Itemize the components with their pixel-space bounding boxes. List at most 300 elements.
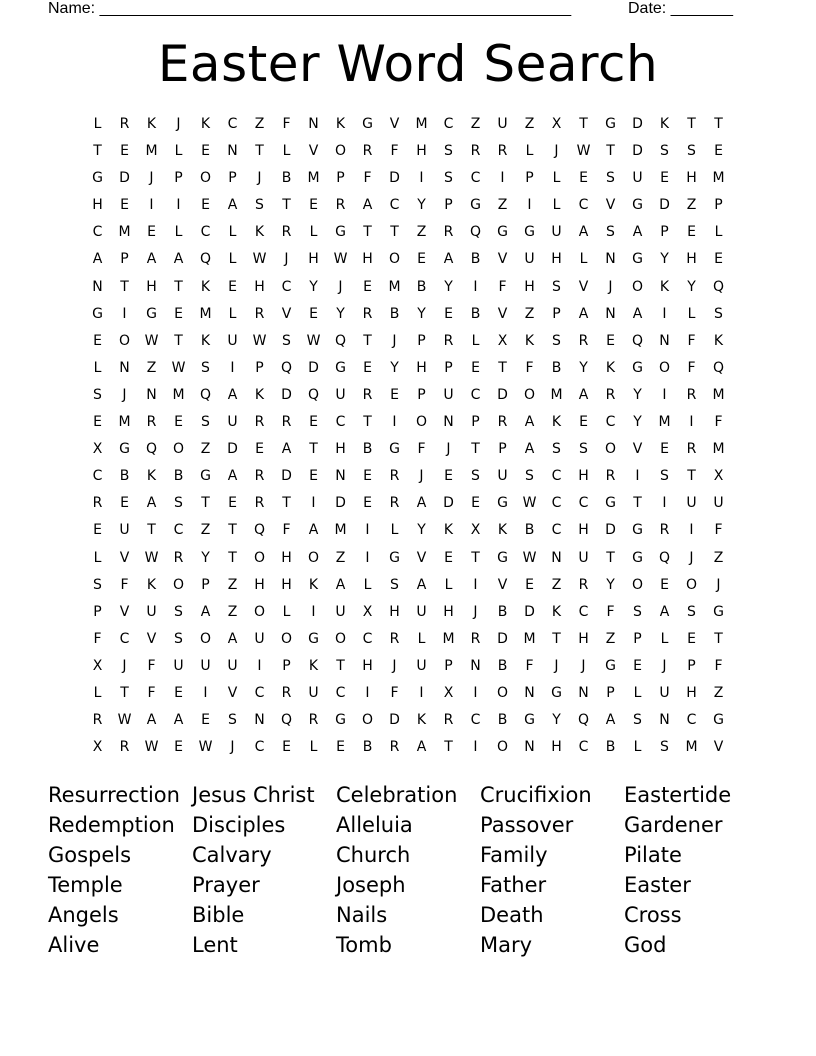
grid-letter: A (605, 712, 616, 729)
grid-letter: G (632, 549, 643, 566)
grid-letter: R (443, 712, 454, 729)
grid-letter: N (470, 657, 481, 674)
grid-letter: R (686, 386, 697, 403)
grid-letter: U (119, 522, 130, 539)
grid-letter: H (686, 684, 697, 701)
grid-row (84, 736, 732, 763)
grid-letter: L (309, 739, 318, 756)
grid-letter: R (686, 441, 697, 458)
grid-letter: E (525, 576, 534, 593)
grid-letter: T (120, 278, 129, 295)
grid-letter: S (174, 630, 183, 647)
grid-letter: X (92, 657, 103, 674)
grid-letter: L (552, 170, 561, 187)
grid-letter: H (578, 522, 589, 539)
grid-letter: R (119, 116, 130, 132)
grid-letter: C (578, 495, 589, 512)
grid-letter: E (363, 495, 372, 512)
grid-letter: T (120, 684, 129, 701)
grid-letter: N (659, 712, 670, 729)
grid-letter: R (389, 495, 400, 512)
grid-letter: I (527, 197, 532, 214)
student-info-header (48, 0, 748, 18)
grid-letter: O (685, 576, 698, 593)
grid-letter: F (498, 278, 507, 295)
grid-letter: S (552, 332, 561, 349)
grid-letter: I (473, 684, 478, 701)
grid-letter: T (606, 143, 615, 160)
grid-letter: G (551, 684, 562, 701)
grid-letter: B (605, 739, 616, 756)
grid-letter: E (660, 441, 669, 458)
grid-letter: O (496, 684, 509, 701)
grid-letter: U (335, 386, 346, 403)
grid-letter: A (227, 386, 238, 403)
grid-letter: L (552, 197, 561, 214)
grid-letter: O (631, 278, 644, 295)
grid-letter: V (605, 197, 616, 214)
grid-row (84, 411, 732, 438)
grid-letter: G (605, 116, 616, 132)
grid-letter: N (227, 143, 238, 160)
grid-row (84, 357, 732, 384)
grid-letter: S (174, 603, 183, 620)
grid-letter: H (551, 251, 562, 268)
grid-letter: M (712, 441, 725, 458)
grid-letter: G (632, 251, 643, 268)
grid-letter: R (470, 630, 481, 647)
grid-letter: I (311, 495, 316, 512)
grid-letter: E (93, 522, 102, 539)
grid-letter: V (497, 305, 508, 322)
word-bank-item: Prayer (192, 873, 260, 897)
grid-letter: M (388, 278, 401, 295)
grid-letter: E (390, 386, 399, 403)
grid-letter: R (92, 495, 103, 512)
grid-letter: W (171, 359, 186, 376)
grid-letter: G (389, 549, 400, 566)
grid-letter: F (390, 684, 399, 701)
grid-row (84, 303, 732, 330)
grid-letter: A (578, 386, 589, 403)
grid-letter: G (632, 197, 643, 214)
grid-letter: A (578, 305, 589, 322)
grid-letter: J (392, 657, 397, 674)
grid-letter: P (417, 386, 426, 403)
grid-letter: A (659, 603, 670, 620)
grid-letter: P (606, 684, 615, 701)
grid-letter: W (252, 332, 267, 349)
grid-letter: T (282, 197, 291, 214)
grid-letter: L (471, 332, 480, 349)
grid-letter: L (363, 576, 372, 593)
grid-letter: E (660, 576, 669, 593)
grid-letter: B (470, 305, 481, 322)
grid-letter: K (605, 359, 616, 376)
word-bank-item: Family (480, 843, 548, 867)
grid-letter: F (687, 359, 696, 376)
grid-letter: O (253, 603, 266, 620)
grid-letter: X (551, 116, 562, 132)
grid-letter: E (282, 739, 291, 756)
grid-letter: O (172, 576, 185, 593)
grid-letter: E (309, 468, 318, 485)
grid-letter: Q (307, 386, 320, 403)
grid-letter: U (578, 549, 589, 566)
word-bank-item: Church (336, 843, 411, 867)
grid-letter: A (146, 495, 157, 512)
grid-letter: S (93, 386, 102, 403)
grid-letter: J (473, 603, 478, 620)
grid-letter: P (228, 170, 237, 187)
grid-letter: C (92, 468, 103, 485)
grid-letter: U (416, 603, 427, 620)
grid-letter: K (254, 224, 265, 241)
grid-letter: V (308, 143, 319, 160)
grid-letter: I (230, 359, 235, 376)
grid-letter: D (524, 603, 535, 620)
grid-letter: A (578, 224, 589, 241)
grid-letter: O (199, 630, 212, 647)
grid-letter: A (173, 712, 184, 729)
grid-letter: I (149, 197, 154, 214)
grid-letter: G (632, 359, 643, 376)
grid-letter: D (497, 630, 508, 647)
grid-letter: W (522, 495, 537, 512)
grid-letter: K (659, 116, 670, 132)
grid-letter: O (388, 251, 401, 268)
grid-letter: L (633, 684, 642, 701)
grid-letter: G (497, 549, 508, 566)
grid-letter: W (144, 739, 159, 756)
grid-letter: U (416, 657, 427, 674)
word-bank-item: Celebration (336, 783, 458, 807)
grid-letter: X (92, 441, 103, 458)
grid-letter: Z (470, 116, 481, 132)
word-bank-item: Passover (480, 813, 574, 837)
grid-letter: I (500, 170, 505, 187)
grid-letter: S (579, 441, 588, 458)
grid-letter: O (361, 712, 374, 729)
grid-letter: R (173, 549, 184, 566)
grid-letter: F (282, 522, 291, 539)
grid-letter: J (122, 386, 127, 403)
grid-letter: U (497, 468, 508, 485)
grid-letter: Y (660, 251, 669, 268)
grid-letter: I (203, 684, 208, 701)
grid-letter: H (335, 441, 346, 458)
grid-letter: F (714, 414, 723, 431)
grid-letter: E (633, 657, 642, 674)
grid-letter: X (92, 739, 103, 756)
grid-letter: P (444, 359, 453, 376)
grid-letter: N (308, 116, 319, 132)
grid-letter: D (632, 143, 643, 160)
grid-letter: B (416, 278, 427, 295)
grid-letter: A (173, 251, 184, 268)
grid-letter: C (578, 603, 589, 620)
grid-letter: P (444, 197, 453, 214)
grid-letter: R (389, 468, 400, 485)
grid-letter: E (309, 305, 318, 322)
word-bank-item: Gardener (624, 813, 723, 837)
grid-letter: S (660, 468, 669, 485)
grid-letter: O (334, 143, 347, 160)
grid-letter: W (333, 251, 348, 268)
grid-letter: S (282, 332, 291, 349)
grid-letter: A (632, 224, 643, 241)
grid-letter: U (200, 657, 211, 674)
grid-letter: Q (658, 549, 671, 566)
grid-letter: R (281, 684, 292, 701)
grid-letter: C (551, 522, 562, 539)
grid-letter: T (444, 739, 453, 756)
grid-letter: S (687, 143, 696, 160)
grid-letter: V (497, 251, 508, 268)
grid-letter: S (552, 441, 561, 458)
grid-letter: J (419, 468, 424, 485)
grid-letter: R (443, 224, 454, 241)
grid-letter: A (308, 522, 319, 539)
grid-letter: H (281, 549, 292, 566)
grid-row (84, 248, 732, 275)
grid-letter: S (687, 603, 696, 620)
grid-letter: T (255, 143, 264, 160)
grid-row (84, 492, 732, 519)
grid-letter: I (419, 170, 424, 187)
grid-letter: E (120, 197, 129, 214)
grid-letter: J (176, 116, 181, 132)
grid-letter: K (524, 332, 535, 349)
grid-letter: B (281, 170, 292, 187)
grid-letter: T (93, 143, 102, 160)
word-bank-item: Gospels (48, 843, 132, 867)
grid-letter: M (658, 414, 671, 431)
grid-letter: Y (417, 522, 426, 539)
grid-letter: M (334, 522, 347, 539)
grid-letter: L (93, 684, 102, 701)
grid-letter: C (686, 712, 697, 729)
grid-letter: E (228, 495, 237, 512)
grid-letter: C (227, 116, 238, 132)
word-bank-item: Nails (336, 903, 388, 927)
grid-letter: G (605, 657, 616, 674)
grid-letter: E (471, 495, 480, 512)
grid-letter: Y (444, 278, 453, 295)
grid-letter: F (93, 630, 102, 647)
grid-letter: G (335, 712, 346, 729)
grid-letter: J (149, 170, 154, 187)
grid-row (84, 682, 732, 709)
grid-letter: E (471, 359, 480, 376)
grid-letter: T (471, 441, 480, 458)
grid-letter: T (390, 224, 399, 241)
grid-letter: V (119, 603, 130, 620)
grid-letter: U (146, 603, 157, 620)
grid-letter: S (174, 495, 183, 512)
grid-letter: E (309, 414, 318, 431)
grid-letter: F (390, 143, 399, 160)
page-title: Easter Word Search (157, 35, 659, 93)
grid-letter: U (551, 224, 562, 241)
grid-letter: O (523, 386, 536, 403)
grid-letter: N (119, 359, 130, 376)
grid-letter: E (444, 549, 453, 566)
grid-letter: E (444, 305, 453, 322)
grid-letter: T (687, 116, 696, 132)
grid-letter: L (93, 116, 102, 132)
grid-letter: X (713, 468, 724, 485)
grid-letter: H (524, 278, 535, 295)
grid-letter: R (578, 332, 589, 349)
grid-letter: Q (631, 332, 644, 349)
grid-letter: F (525, 657, 534, 674)
grid-letter: A (524, 414, 535, 431)
grid-letter: G (146, 305, 157, 322)
grid-letter: O (415, 414, 428, 431)
grid-letter: T (714, 116, 723, 132)
grid-letter: D (335, 495, 346, 512)
grid-letter: E (120, 143, 129, 160)
grid-letter: N (605, 305, 616, 322)
grid-letter: L (417, 630, 426, 647)
word-bank-item: Redemption (48, 813, 175, 837)
grid-letter: T (336, 657, 345, 674)
grid-letter: K (497, 522, 508, 539)
grid-letter: K (551, 603, 562, 620)
word-bank-item: Mary (480, 933, 533, 957)
grid-letter: D (389, 170, 400, 187)
grid-letter: O (199, 170, 212, 187)
grid-letter: O (307, 549, 320, 566)
grid-letter: O (253, 549, 266, 566)
grid-letter: K (254, 386, 265, 403)
grid-letter: K (200, 278, 211, 295)
grid-letter: W (144, 332, 159, 349)
grid-letter: L (390, 522, 399, 539)
grid-letter: T (363, 332, 372, 349)
grid-letter: H (308, 251, 319, 268)
grid-letter: F (120, 576, 129, 593)
grid-letter: N (335, 468, 346, 485)
grid-letter: U (497, 116, 508, 132)
grid-letter: D (389, 712, 400, 729)
grid-letter: E (174, 414, 183, 431)
grid-letter: M (118, 414, 131, 431)
grid-letter: W (522, 549, 537, 566)
word-bank-item: Death (480, 903, 544, 927)
grid-row (84, 113, 732, 140)
grid-letter: U (713, 495, 724, 512)
grid-letter: G (524, 224, 535, 241)
grid-letter: D (605, 522, 616, 539)
grid-letter: U (632, 170, 643, 187)
grid-letter: R (281, 414, 292, 431)
grid-letter: A (227, 197, 238, 214)
grid-letter: N (254, 712, 265, 729)
grid-letter: I (689, 414, 694, 431)
grid-letter: V (281, 305, 292, 322)
grid-letter: J (716, 576, 721, 593)
grid-letter: G (119, 441, 130, 458)
grid-letter: U (335, 603, 346, 620)
word-search-grid (84, 113, 732, 763)
grid-letter: Q (712, 278, 725, 295)
grid-letter: K (335, 116, 346, 132)
word-bank-item: Tomb (336, 933, 392, 957)
grid-letter: T (471, 549, 480, 566)
grid-letter: C (443, 116, 454, 132)
word-bank-item: Alleluia (336, 813, 413, 837)
grid-letter: T (552, 630, 561, 647)
grid-letter: I (473, 278, 478, 295)
grid-letter: H (254, 576, 265, 593)
grid-letter: R (335, 197, 346, 214)
grid-letter: P (174, 170, 183, 187)
grid-letter: B (362, 441, 373, 458)
grid-letter: U (686, 495, 697, 512)
grid-letter: R (146, 414, 157, 431)
grid-letter: R (443, 332, 454, 349)
grid-letter: P (93, 603, 102, 620)
grid-letter: G (308, 630, 319, 647)
grid-letter: S (228, 712, 237, 729)
grid-letter: N (146, 386, 157, 403)
grid-letter: L (633, 739, 642, 756)
grid-letter: R (578, 576, 589, 593)
grid-letter: Y (417, 197, 426, 214)
grid-letter: S (660, 739, 669, 756)
grid-letter: I (365, 549, 370, 566)
grid-letter: A (146, 712, 157, 729)
grid-letter: I (311, 603, 316, 620)
grid-letter: L (309, 224, 318, 241)
grid-letter: E (606, 332, 615, 349)
grid-letter: K (308, 657, 319, 674)
grid-letter: F (714, 522, 723, 539)
grid-letter: E (336, 739, 345, 756)
grid-letter: C (92, 224, 103, 241)
grid-letter: Y (390, 359, 399, 376)
grid-letter: A (632, 305, 643, 322)
grid-row (84, 709, 732, 736)
grid-letter: Z (227, 576, 238, 593)
grid-letter: J (257, 170, 262, 187)
grid-letter: P (552, 305, 561, 322)
word-bank-item: God (624, 933, 667, 957)
word-bank-item: Disciples (192, 813, 286, 837)
grid-letter: C (335, 684, 346, 701)
grid-letter: W (576, 143, 591, 160)
grid-letter: J (392, 332, 397, 349)
grid-letter: K (200, 116, 211, 132)
grid-letter: K (551, 414, 562, 431)
grid-letter: J (122, 657, 127, 674)
grid-letter: C (578, 197, 589, 214)
grid-letter: R (281, 224, 292, 241)
grid-letter: F (606, 603, 615, 620)
grid-letter: Z (416, 224, 427, 241)
grid-letter: Z (227, 603, 238, 620)
grid-letter: R (254, 495, 265, 512)
grid-letter: G (470, 197, 481, 214)
grid-letter: I (473, 576, 478, 593)
grid-letter: O (118, 332, 131, 349)
grid-letter: M (172, 386, 185, 403)
grid-row (84, 574, 732, 601)
grid-letter: H (146, 278, 157, 295)
grid-letter: A (416, 495, 427, 512)
